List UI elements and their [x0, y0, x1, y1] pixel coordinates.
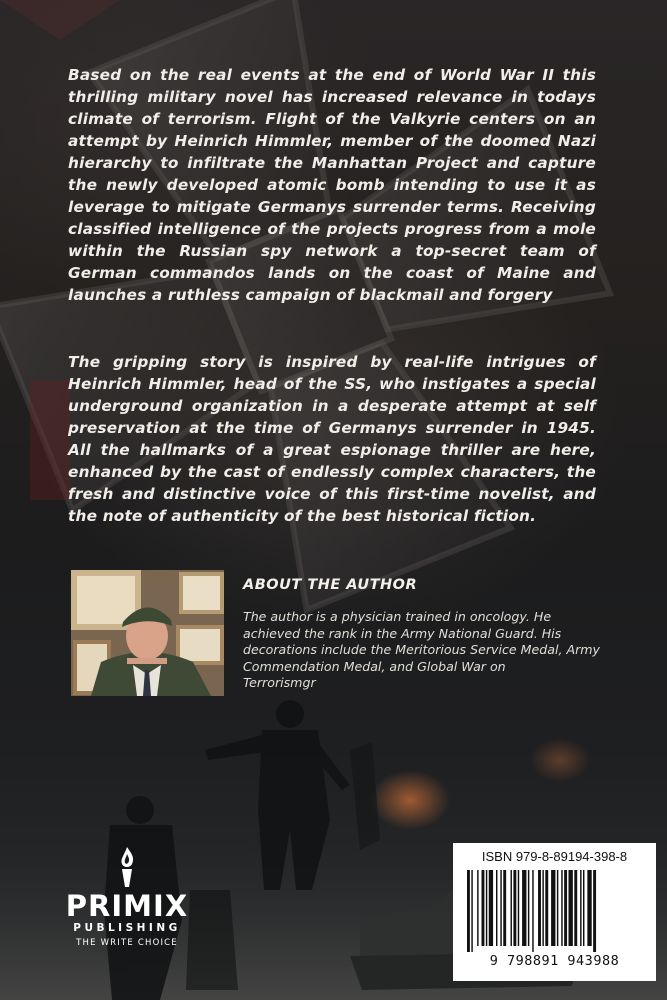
torch-icon: [115, 845, 139, 889]
barcode-bar: [471, 870, 472, 952]
barcode-bar: [477, 870, 478, 946]
barcode-bar: [532, 870, 533, 952]
barcode-bar: [467, 870, 470, 952]
barcode-bar: [528, 870, 529, 946]
barcode-bar: [513, 870, 516, 946]
barcode-bar: [518, 870, 519, 946]
barcode-bar: [583, 870, 584, 946]
barcode-bar: [489, 870, 493, 946]
about-author-heading: ABOUT THE AUTHOR: [243, 577, 418, 593]
blurb-paragraph-1: Based on the real events at the end of World War II this thrilling military novel has increased relevance in todays climate of terrorism. Flight of the Valkyrie centers on an attempt by Heinrich Himmler, member of the doomed Nazi hierarchy to infiltrate the Manhattan Project and capture the newly developed atomic bomb intending to use it as leverage to mitigate Germanys surrender terms. Receiving classified intelligence of the projects progress from a mole within the Russian spy network a top-secret team of German commandos lands on the coast of Maine and launches a ruthless campaign of blackmail and forgery: [68, 66, 596, 304]
publisher-name: PRIMIX: [65, 889, 189, 923]
barcode-bar: [496, 870, 497, 946]
barcode-bar: [545, 870, 548, 946]
barcode-bar: [580, 870, 581, 946]
isbn-label: ISBN 979-8-89194-398-8: [481, 849, 628, 864]
barcode-digits: 9 798891 943988: [489, 953, 620, 969]
publisher-tagline: THE WRITE CHOICE: [76, 938, 178, 948]
barcode-bar: [503, 870, 506, 946]
barcode-bar: [574, 870, 577, 946]
barcode-bar: [593, 870, 596, 952]
barcode-bar: [542, 870, 543, 946]
barcode-bar: [564, 870, 567, 946]
blurb-paragraph-2: The gripping story is inspired by real-life intrigues of Heinrich Himmler, head of the SS, who instigates a special underground organization in a desperate attempt at self preservation at the time of Germanys surrender in 1945. All the hallmarks of a great espionage thriller are here, enhanced by the cast of endlessly complex characters, the fresh and distinctive voice of this first-time novelist, and the note of authenticity of the best historical fiction.: [68, 353, 596, 525]
author-photo: [71, 570, 224, 696]
barcode-bar: [522, 870, 526, 946]
barcode-bar: [500, 870, 501, 946]
publisher-logo: [62, 845, 192, 965]
barcode-bar: [587, 870, 591, 946]
barcode: [467, 870, 642, 952]
barcode-bar: [569, 870, 573, 946]
barcode-bar: [538, 870, 541, 946]
barcode-bar: [561, 870, 562, 946]
barcode-bar: [557, 870, 558, 946]
barcode-box: [453, 843, 656, 981]
publisher-subtitle: PUBLISHING: [73, 922, 181, 934]
barcode-bar: [511, 870, 512, 946]
author-bio: The author is a physician trained in oncology. He achieved the rank in the Army National Guard. His decorations include the Meritorious Service Medal, Army Commendation Medal, and Global War on Terrorismgr: [243, 609, 601, 690]
barcode-bar: [486, 870, 487, 946]
barcode-bar: [482, 870, 485, 946]
barcode-bar: [551, 870, 555, 946]
